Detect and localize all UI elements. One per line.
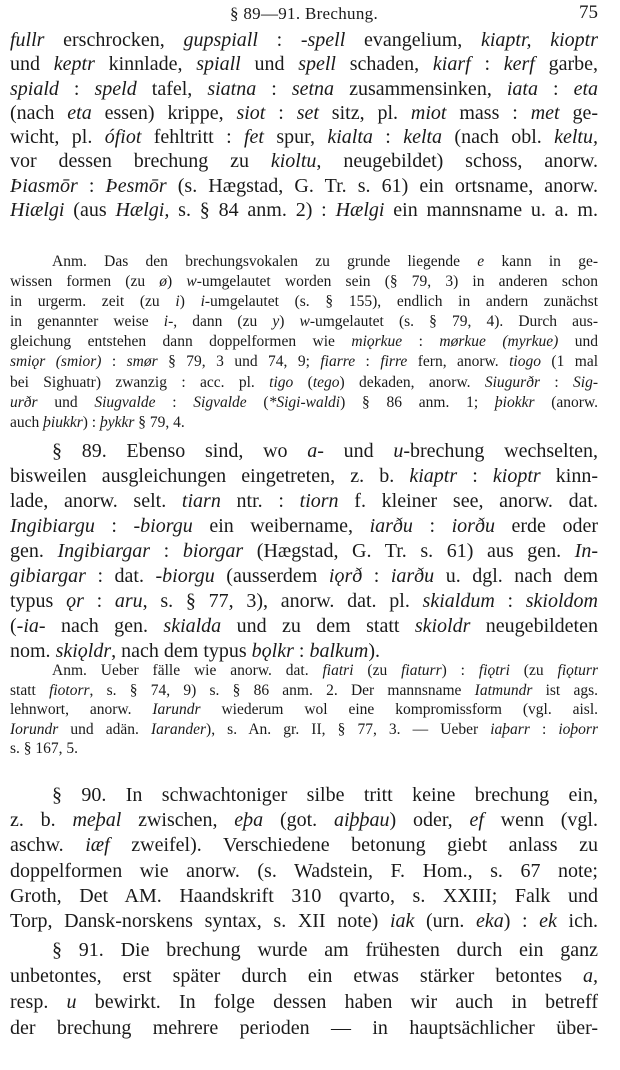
text-run: : dat. xyxy=(85,565,156,587)
text-run: (zu xyxy=(509,662,558,679)
text-run: ) : xyxy=(503,909,540,932)
italic-term: fiaturr xyxy=(401,662,442,679)
italic-term: Siugvalde xyxy=(94,393,156,411)
italic-term: met xyxy=(530,101,560,124)
italic-term: a, xyxy=(583,965,598,987)
text-run: (anorw. xyxy=(534,393,598,411)
text-run: ntr. : xyxy=(220,490,300,512)
text-line xyxy=(10,720,598,740)
text-run: und xyxy=(37,393,95,411)
text-run: Anm. Das den brechungsvokalen zu grunde liegende xyxy=(52,253,478,270)
text-run: aschw. xyxy=(10,834,86,857)
text-run: neugebildeten xyxy=(470,615,598,637)
text-run: : xyxy=(293,640,310,662)
italic-term: fiǫtri xyxy=(478,662,510,679)
text-run: (nach obl. xyxy=(442,126,555,149)
text-run: ), s. An. gr. II, § 77, 3. — Ueber xyxy=(206,720,491,738)
text-run: : xyxy=(58,77,95,100)
italic-term: iorðu xyxy=(451,515,495,537)
text-run: kinnlade, xyxy=(94,53,197,76)
italic-term: u xyxy=(393,440,404,462)
italic-term: Ingibiargar xyxy=(57,540,151,562)
text-line xyxy=(10,564,598,589)
italic-term: skioldr xyxy=(414,615,471,637)
italic-term: eta xyxy=(573,77,598,100)
italic-term: fet xyxy=(244,126,264,149)
text-run: der brechung mehrere perioden — in hauptsächlicher über- xyxy=(10,1017,598,1039)
annotation-2 xyxy=(10,661,598,759)
text-run: ( xyxy=(246,393,269,411)
italic-term: kioptr xyxy=(492,465,541,487)
text-run: : xyxy=(265,101,297,124)
text-run: u. dgl. nach dem xyxy=(434,565,598,587)
italic-term: gupspiall xyxy=(183,29,258,51)
text-run: gleichung entstehen dann doppelformen wie xyxy=(10,333,352,351)
annotation-1 xyxy=(10,252,598,433)
text-line xyxy=(10,272,598,292)
text-line xyxy=(10,125,598,149)
text-run: ein mannsname u. a. m. xyxy=(384,199,598,222)
text-run: ). xyxy=(368,640,380,662)
italic-term: iata xyxy=(506,77,538,100)
text-run: fern, anorw. xyxy=(407,353,510,371)
italic-term: -spell xyxy=(300,29,346,51)
text-line xyxy=(10,464,598,489)
text-line xyxy=(10,963,598,989)
italic-term: e xyxy=(477,253,485,270)
text-line xyxy=(10,681,598,701)
text-run: § 91. Die brechung wurde am frühesten durch ein ganz xyxy=(52,939,598,961)
italic-term: Iatmundr xyxy=(474,681,533,699)
italic-term: kiaptr, kioptr xyxy=(480,29,598,51)
text-run: § 90. In schwachtoniger silbe tritt keine brechung ein, xyxy=(52,784,598,806)
italic-term: eþa xyxy=(234,809,264,832)
italic-term: ef xyxy=(469,809,484,832)
italic-term: Hiælgi xyxy=(10,199,65,222)
text-run: sitz, pl. xyxy=(318,101,411,124)
text-run: , neugebildet) schoss, anorw. xyxy=(316,150,598,173)
text-run: Groth, Det AM. Haandskrift 310 qvarto, s. XXIII; Falk und xyxy=(10,884,598,907)
italic-term: w xyxy=(299,313,310,331)
text-run: lade, anorw. selt. xyxy=(10,490,182,512)
italic-term: kiaptr xyxy=(409,465,458,487)
text-line xyxy=(10,489,598,514)
text-line xyxy=(10,312,598,332)
text-line xyxy=(10,514,598,539)
text-line xyxy=(10,859,598,884)
text-line xyxy=(10,808,598,833)
italic-term: Sig- xyxy=(573,373,598,391)
text-run: § 79, 4. xyxy=(134,413,185,431)
text-line xyxy=(10,833,598,858)
italic-term: aiþþau xyxy=(333,809,390,832)
text-run: nach gen. xyxy=(45,615,164,637)
text-line xyxy=(10,589,598,614)
italic-term: tiorn xyxy=(299,490,339,512)
italic-term: setna xyxy=(291,77,335,100)
text-run: lehnwort, anorw. xyxy=(10,701,153,718)
italic-term: tigo xyxy=(269,373,294,391)
italic-term: spell xyxy=(298,53,336,76)
text-run: : xyxy=(256,77,292,100)
text-run: : xyxy=(372,126,404,149)
italic-term: mørkue (myrkue) xyxy=(439,333,559,351)
italic-term: Iarundr xyxy=(152,701,201,718)
text-run: -umgelautet worden sein (§ 79, 3) in anderen schon xyxy=(196,273,598,291)
text-run: fehltritt : xyxy=(141,126,244,149)
text-line xyxy=(10,413,598,433)
italic-term: þykkr xyxy=(99,413,135,431)
text-run: : xyxy=(537,77,574,100)
text-run: , s. § 74, 9) s. § 86 anm. 2. Der mannsname xyxy=(89,681,475,699)
text-run: evangelium, xyxy=(345,29,481,51)
italic-term: skialdum xyxy=(422,590,495,612)
text-run: erschrocken, xyxy=(44,29,184,51)
italic-term: keptr xyxy=(53,53,95,76)
section-89 xyxy=(10,439,598,664)
text-run: : xyxy=(402,333,440,351)
text-run: garbe, xyxy=(534,53,598,76)
italic-term: Iorundr xyxy=(10,720,59,738)
italic-term: firre xyxy=(380,353,408,371)
text-run: : xyxy=(355,353,381,371)
italic-term: i xyxy=(175,293,180,311)
italic-term: smiǫr (smior) xyxy=(10,353,102,371)
italic-term: u xyxy=(66,991,77,1013)
text-line xyxy=(10,28,598,52)
italic-term: tego xyxy=(312,373,340,391)
text-run: (ausserdem xyxy=(214,565,329,587)
text-run: mass : xyxy=(446,101,531,124)
italic-term: skialda xyxy=(163,615,222,637)
italic-term: Hælgi, xyxy=(115,199,170,222)
running-header xyxy=(10,2,598,26)
italic-term: fiotorr xyxy=(49,681,90,699)
text-run: s. § 167, 5. xyxy=(10,740,79,757)
text-line xyxy=(10,661,598,681)
text-run: Torp, Dansk-norskens syntax, s. XII note) xyxy=(10,909,390,932)
text-run: : xyxy=(94,515,134,537)
text-run: : xyxy=(494,590,526,612)
text-run: : xyxy=(529,720,559,738)
text-run: schaden, xyxy=(335,53,433,76)
italic-term: kelta xyxy=(403,126,443,149)
italic-term: ø xyxy=(159,273,168,291)
italic-term: keltu, xyxy=(554,126,598,149)
text-run: wissen formen (zu xyxy=(10,273,160,291)
italic-term: Þesmōr xyxy=(105,174,167,197)
italic-term: i- xyxy=(163,313,174,331)
italic-term: Hælgi xyxy=(335,199,385,222)
text-run: ist ags. xyxy=(532,681,598,699)
text-run: : xyxy=(362,565,391,587)
text-run: (aus xyxy=(64,199,116,222)
text-run: : xyxy=(83,590,115,612)
text-run: , nach dem typus xyxy=(111,640,252,662)
text-run: wenn (vgl. xyxy=(483,809,598,832)
running-title: § 89—91. Brechung. xyxy=(230,4,378,23)
italic-term: *Sigi-waldi xyxy=(268,393,341,411)
text-run: ge- xyxy=(559,101,598,124)
text-line xyxy=(10,614,598,639)
italic-term: eta xyxy=(67,101,92,124)
text-run: (zu xyxy=(353,662,402,679)
italic-term: eka xyxy=(475,909,504,932)
italic-term: -ia- xyxy=(16,615,46,637)
text-run: (urn. xyxy=(414,909,476,932)
text-run: Anm. Ueber fälle wie anorw. dat. xyxy=(52,662,323,679)
italic-term: urðr xyxy=(10,393,38,411)
italic-term: þiokkr xyxy=(494,393,535,411)
text-run: § 79, 3 und 74, 9; xyxy=(157,353,321,371)
italic-term: kialta xyxy=(327,126,373,149)
text-run: -umgelautet (s. § 155), endlich in andern zunächst xyxy=(204,293,598,311)
italic-term: siatna xyxy=(207,77,257,100)
text-run: essen) krippe, xyxy=(91,101,237,124)
text-run: : xyxy=(412,515,452,537)
text-run: zwischen, xyxy=(121,809,235,832)
text-run: gen. xyxy=(10,540,58,562)
text-line xyxy=(10,373,598,393)
italic-term: -biorgu xyxy=(133,515,193,537)
text-run: f. kleiner see, anorw. dat. xyxy=(338,490,598,512)
italic-term: a- xyxy=(307,440,324,462)
text-run: nom. xyxy=(10,640,56,662)
text-run: -brechung wechselten, xyxy=(403,440,598,462)
text-run: ich. xyxy=(556,909,598,932)
text-run: : xyxy=(540,373,574,391)
text-run: ) xyxy=(279,313,300,331)
italic-term: Iarander xyxy=(150,720,207,738)
italic-term: ek xyxy=(539,909,557,932)
text-run: : xyxy=(257,29,301,51)
italic-term: aru xyxy=(114,590,143,612)
text-run: ) xyxy=(179,293,201,311)
italic-term: ófiot xyxy=(104,126,142,149)
text-line xyxy=(10,352,598,372)
italic-term: meþal xyxy=(72,809,122,832)
text-run: ( xyxy=(10,615,17,637)
text-run: zweifel). Verschiedene betonung giebt anlass zu xyxy=(109,834,598,857)
text-line xyxy=(10,332,598,352)
text-line xyxy=(10,252,598,272)
italic-term: kiarf xyxy=(432,53,471,76)
text-run: zusammensinken, xyxy=(334,77,507,100)
text-run: und xyxy=(10,53,54,76)
text-run: tafel, xyxy=(136,77,208,100)
text-run: bewirkt. In folge dessen haben wir auch in betreff xyxy=(76,991,598,1013)
text-run: (nach xyxy=(10,101,68,124)
italic-term: smør xyxy=(126,353,158,371)
text-run: in genannter weise xyxy=(10,313,164,331)
text-run: -umgelautet (s. § 79, 4). Durch aus- xyxy=(309,313,598,331)
text-line xyxy=(10,77,598,101)
italic-term: fullr xyxy=(10,29,45,51)
text-run: ) : xyxy=(82,413,100,431)
text-run: : xyxy=(101,353,127,371)
italic-term: iæf xyxy=(85,834,110,857)
italic-term: iǫrð xyxy=(328,565,363,587)
italic-term: miot xyxy=(410,101,447,124)
text-line xyxy=(10,198,598,222)
text-run: : xyxy=(470,53,504,76)
text-run: ( xyxy=(293,373,313,391)
text-run: und xyxy=(323,440,394,462)
italic-term: bǫlkr xyxy=(251,640,294,662)
italic-term: ǫr xyxy=(66,590,84,612)
text-run: ) § 86 anm. 1; xyxy=(340,393,495,411)
text-line xyxy=(10,909,598,934)
text-run: : xyxy=(457,465,493,487)
italic-term: iarðu xyxy=(369,515,413,537)
text-run: doppelformen wie anorw. (s. Wadstein, F. Hom., s. 67 note; xyxy=(10,859,598,882)
italic-term: -biorgu xyxy=(155,565,215,587)
text-run: : xyxy=(155,393,194,411)
text-run: und zu dem statt xyxy=(221,615,415,637)
text-run: : xyxy=(150,540,183,562)
italic-term: Siugurðr xyxy=(484,373,540,391)
text-run: und xyxy=(558,333,598,351)
italic-term: Ingibiargu xyxy=(10,515,95,537)
italic-term: In- xyxy=(574,540,598,562)
text-run: (Hægstad, G. Tr. s. 61) aus gen. xyxy=(243,540,575,562)
text-run: ) xyxy=(167,273,187,291)
text-run: ) : xyxy=(441,662,479,679)
italic-term: iarðu xyxy=(390,565,435,587)
text-run: bei Sighuatr) zwanzig : acc. pl. xyxy=(10,373,270,391)
italic-term: set xyxy=(296,101,319,124)
italic-term: ioþorr xyxy=(558,720,598,738)
italic-term: w xyxy=(186,273,197,291)
text-run: resp. xyxy=(10,991,67,1013)
page-number: 75 xyxy=(579,2,598,23)
text-run: z. b. xyxy=(10,809,73,832)
text-run: und xyxy=(240,53,299,76)
text-line xyxy=(10,149,598,173)
text-run: bisweilen ausgleichungen eingetreten, z. b. xyxy=(10,465,410,487)
italic-term: fiatri xyxy=(322,662,354,679)
italic-term: þiukkr xyxy=(43,413,83,431)
section-91 xyxy=(10,937,598,1041)
text-run: auch xyxy=(10,413,44,431)
text-run: vor dessen brechung zu xyxy=(10,150,271,173)
text-line xyxy=(10,174,598,198)
text-line xyxy=(10,783,598,808)
text-line xyxy=(10,52,598,76)
italic-term: kerf xyxy=(503,53,535,76)
text-run: : xyxy=(77,174,106,197)
italic-term: siot xyxy=(236,101,266,124)
italic-term: speld xyxy=(94,77,137,100)
text-line xyxy=(10,539,598,564)
text-line xyxy=(10,292,598,312)
text-run: § 89. Ebenso sind, wo xyxy=(52,440,308,462)
paragraph-continuation xyxy=(10,28,598,222)
italic-term: y xyxy=(272,313,280,331)
text-line xyxy=(10,393,598,413)
text-run: wiederum wol eine kompromissform (vgl. aisl. xyxy=(200,701,598,718)
italic-term: gibiargar xyxy=(10,565,86,587)
italic-term: skioldom xyxy=(525,590,598,612)
text-run: statt xyxy=(10,681,50,699)
italic-term: balkum xyxy=(309,640,369,662)
italic-term: i xyxy=(200,293,205,311)
text-run: typus xyxy=(10,590,67,612)
text-line xyxy=(10,884,598,909)
text-run: und adän. xyxy=(58,720,151,738)
text-run: in urgerm. zeit (zu xyxy=(10,293,176,311)
italic-term: skiǫldr xyxy=(55,640,112,662)
text-line xyxy=(10,101,598,125)
text-line xyxy=(10,739,598,759)
text-line xyxy=(10,937,598,963)
text-run: (1 mal xyxy=(540,353,598,371)
text-run: (s. Hægstad, G. Tr. s. 61) ein ortsname, anorw. xyxy=(166,174,598,197)
text-line xyxy=(10,1015,598,1041)
italic-term: kioltu xyxy=(270,150,317,173)
italic-term: tiarn xyxy=(181,490,221,512)
italic-term: biorgar xyxy=(182,540,244,562)
section-90 xyxy=(10,783,598,934)
text-run: ) dekaden, anorw. xyxy=(339,373,485,391)
italic-term: iak xyxy=(389,909,415,932)
italic-term: miǫrkue xyxy=(351,333,403,351)
italic-term: fiarre xyxy=(320,353,356,371)
italic-term: spiall xyxy=(196,53,241,76)
text-run: kann in ge- xyxy=(484,253,598,270)
text-run: ) oder, xyxy=(389,809,470,832)
text-line xyxy=(10,989,598,1015)
italic-term: tiogo xyxy=(509,353,541,371)
italic-term: iaþarr xyxy=(490,720,530,738)
italic-term: Sigvalde xyxy=(193,393,247,411)
text-run: wicht, pl. xyxy=(10,126,105,149)
text-line xyxy=(10,439,598,464)
text-run: , dann (zu xyxy=(173,313,273,331)
italic-term: spiald xyxy=(10,77,59,100)
italic-term: fiǫturr xyxy=(557,662,598,679)
text-line xyxy=(10,700,598,720)
text-run: erde oder xyxy=(494,515,598,537)
text-run: unbetontes, erst später durch ein etwas stärker betontes xyxy=(10,965,583,987)
text-run: ein weibername, xyxy=(192,515,370,537)
text-run: , s. § 77, 3), anorw. dat. pl. xyxy=(142,590,423,612)
text-run: s. § 84 anm. 2) : xyxy=(169,199,336,222)
text-run: (got. xyxy=(263,809,334,832)
italic-term: Þiasmōr xyxy=(10,174,78,197)
text-run: kinn- xyxy=(540,465,598,487)
text-run: spur, xyxy=(264,126,328,149)
